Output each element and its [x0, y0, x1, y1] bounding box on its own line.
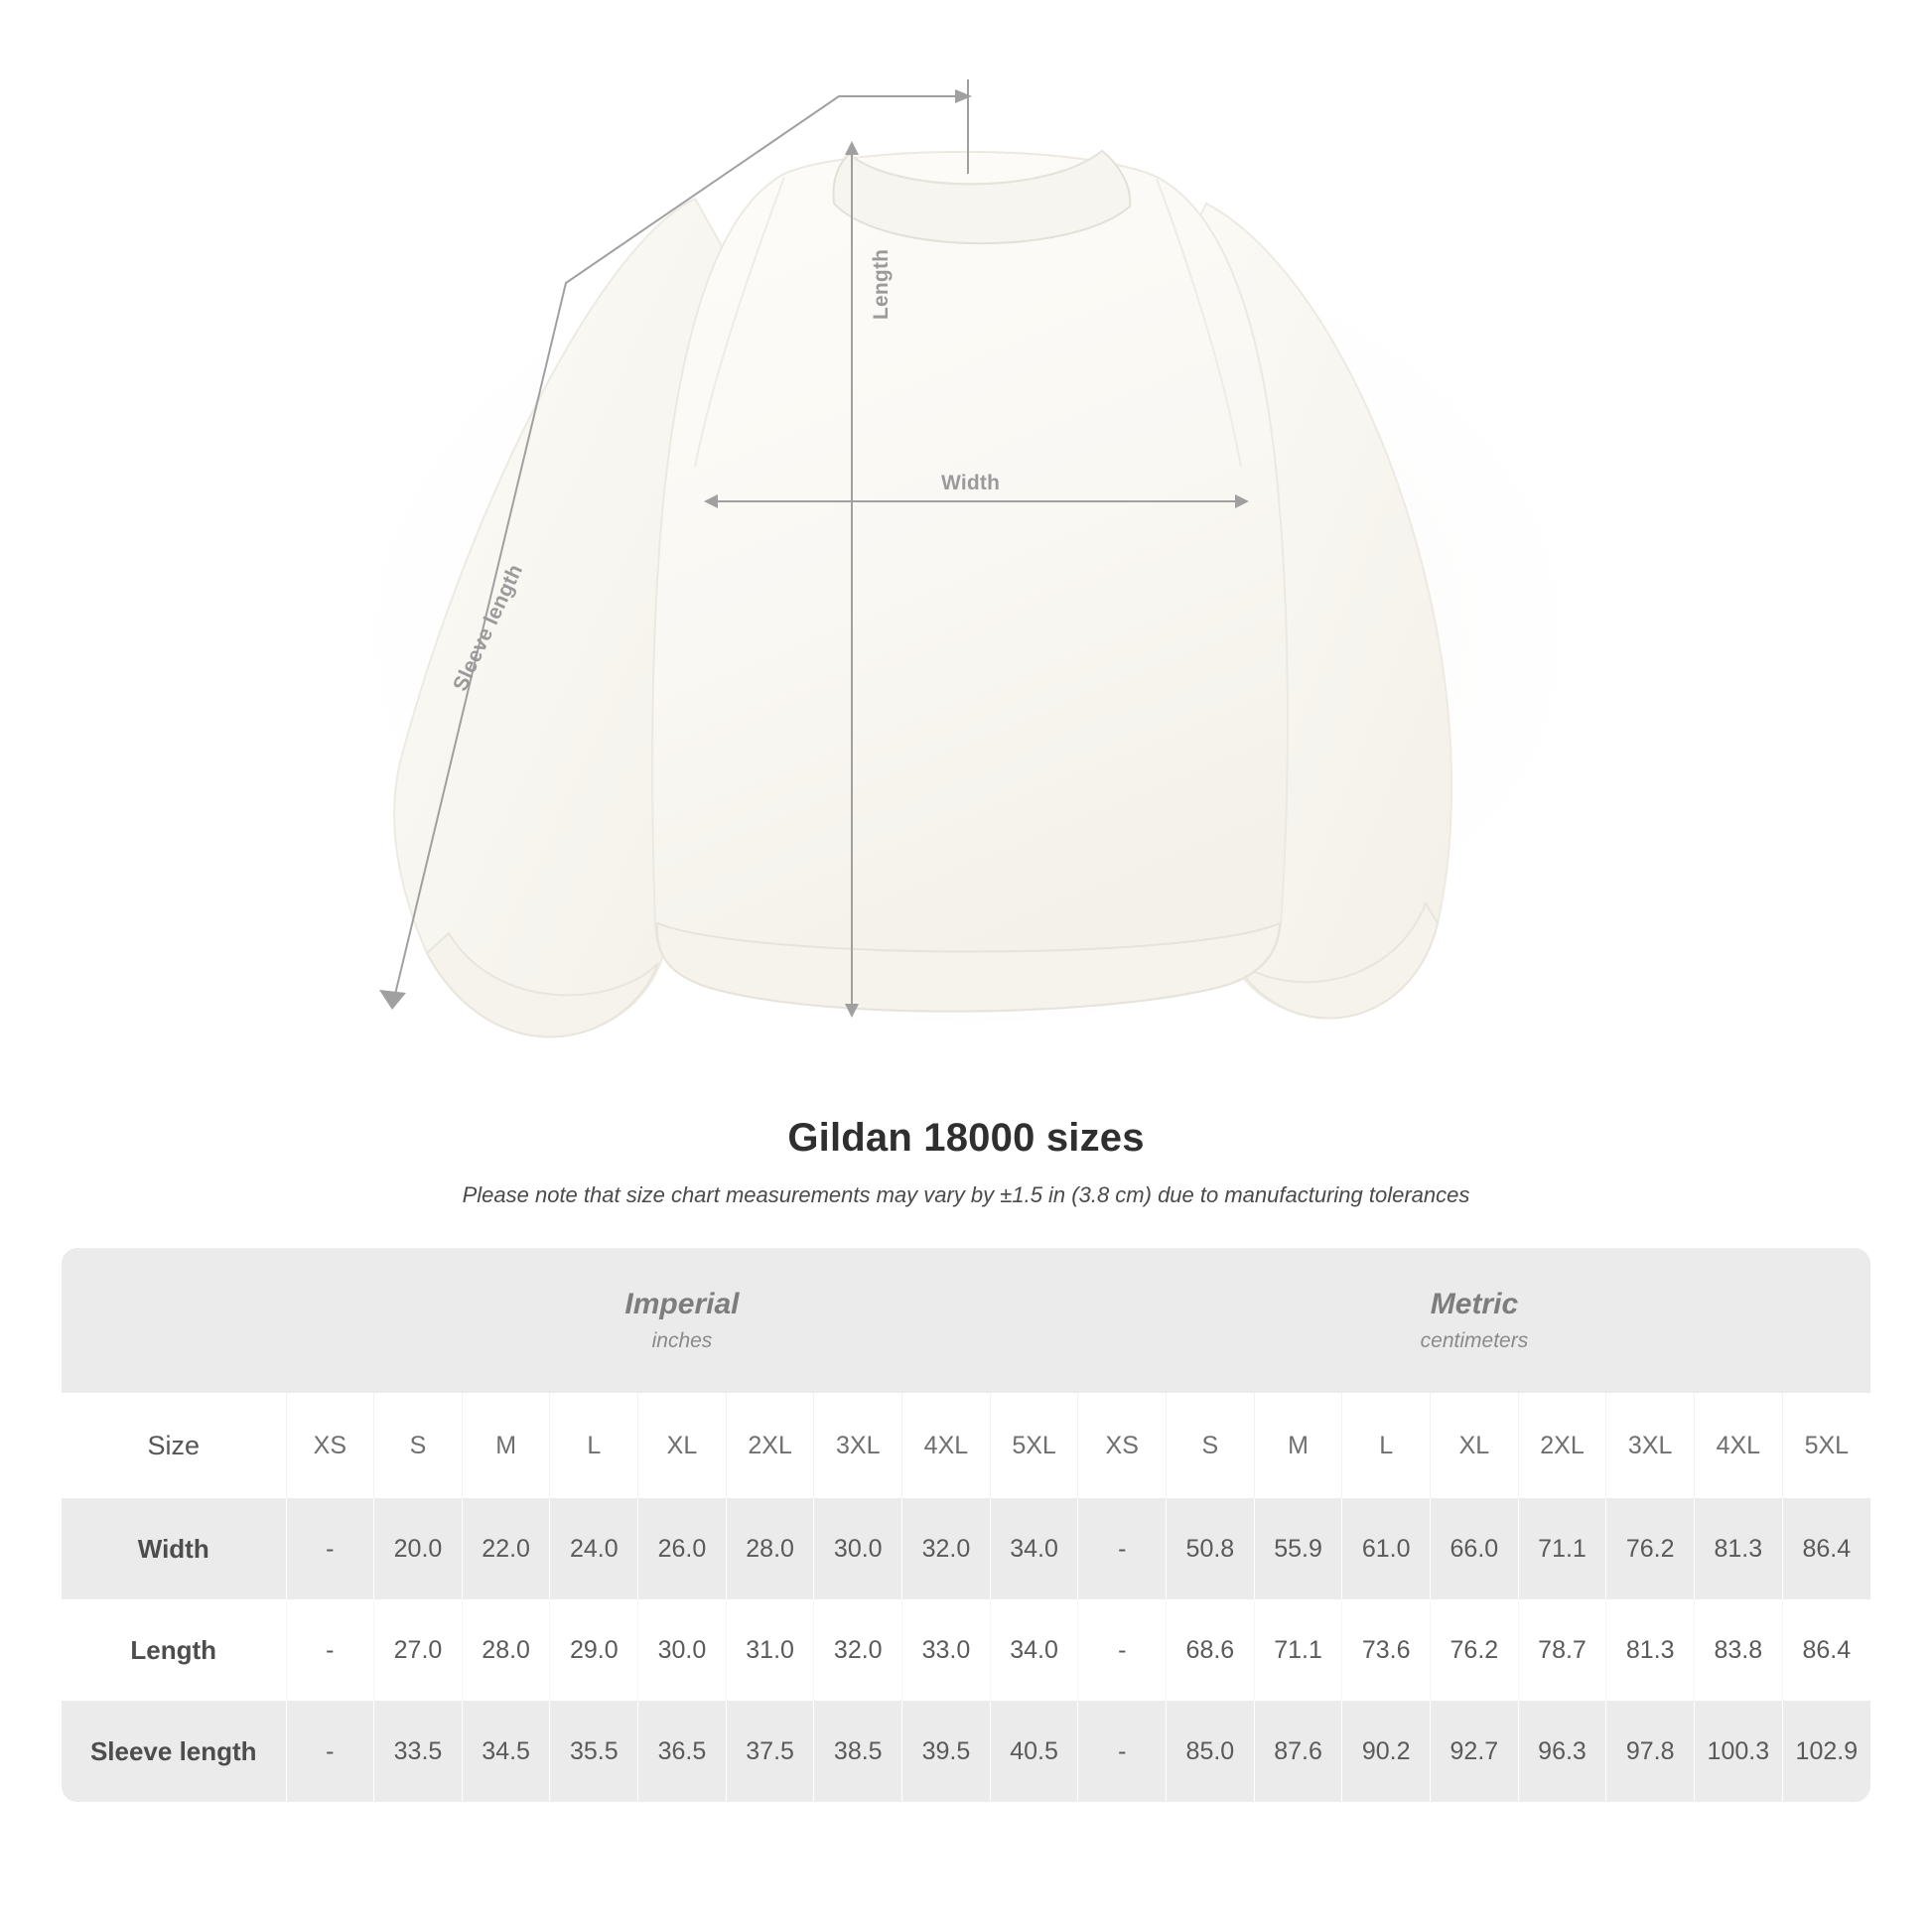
size-cell: S: [374, 1393, 463, 1498]
size-cell: 5XL: [1782, 1393, 1870, 1498]
size-cell: 2XL: [726, 1393, 814, 1498]
row-label: Width: [62, 1498, 286, 1599]
unit-header-metric: [1078, 1248, 1870, 1393]
size-cell: S: [1167, 1393, 1255, 1498]
table-cell: 24.0: [550, 1498, 638, 1599]
table-cell: 68.6: [1167, 1599, 1255, 1701]
size-header-row: [62, 1393, 1870, 1498]
table-cell: 20.0: [374, 1498, 463, 1599]
table-cell: 81.3: [1695, 1498, 1783, 1599]
table-cell: -: [286, 1599, 374, 1701]
table-cell: 71.1: [1254, 1599, 1342, 1701]
table-cell: 96.3: [1518, 1701, 1606, 1802]
table-cell: 87.6: [1254, 1701, 1342, 1802]
table-cell: 27.0: [374, 1599, 463, 1701]
table-cell: 28.0: [462, 1599, 550, 1701]
table-cell: 66.0: [1431, 1498, 1519, 1599]
table-cell: 31.0: [726, 1599, 814, 1701]
table-cell: 86.4: [1782, 1599, 1870, 1701]
table-cell: 38.5: [814, 1701, 902, 1802]
table-cell: 32.0: [902, 1498, 991, 1599]
table-cell: -: [286, 1701, 374, 1802]
unit-header-imperial: [286, 1248, 1078, 1393]
table-cell: 30.0: [638, 1599, 727, 1701]
size-cell: XL: [638, 1393, 727, 1498]
size-cell: 4XL: [902, 1393, 991, 1498]
table-cell: 34.0: [990, 1498, 1078, 1599]
table-cell: 86.4: [1782, 1498, 1870, 1599]
width-label: Width: [941, 472, 1001, 494]
size-cell: M: [1254, 1393, 1342, 1498]
table-cell: 78.7: [1518, 1599, 1606, 1701]
size-table-wrapper: [62, 1248, 1870, 1802]
table-cell: 83.8: [1695, 1599, 1783, 1701]
table-cell: 22.0: [462, 1498, 550, 1599]
table-cell: 34.5: [462, 1701, 550, 1802]
size-cell: 4XL: [1695, 1393, 1783, 1498]
table-cell: 30.0: [814, 1498, 902, 1599]
table-cell: 35.5: [550, 1701, 638, 1802]
table-cell: 61.0: [1342, 1498, 1431, 1599]
table-cell: -: [1078, 1701, 1167, 1802]
length-label: Length: [870, 248, 893, 320]
table-cell: 29.0: [550, 1599, 638, 1701]
table-cell: 71.1: [1518, 1498, 1606, 1599]
table-row: [62, 1701, 1870, 1802]
size-cell: 3XL: [1606, 1393, 1695, 1498]
table-cell: 102.9: [1782, 1701, 1870, 1802]
table-cell: 50.8: [1167, 1498, 1255, 1599]
heading-block: [0, 1116, 1932, 1208]
table-cell: 26.0: [638, 1498, 727, 1599]
table-cell: 97.8: [1606, 1701, 1695, 1802]
table-cell: 90.2: [1342, 1701, 1431, 1802]
size-header-cell: Size: [62, 1393, 286, 1498]
row-label: Length: [130, 1634, 217, 1665]
table-cell: 55.9: [1254, 1498, 1342, 1599]
table-cell: 32.0: [814, 1599, 902, 1701]
size-cell: L: [1342, 1393, 1431, 1498]
table-cell: 39.5: [902, 1701, 991, 1802]
table-cell: 92.7: [1431, 1701, 1519, 1802]
table-cell: 37.5: [726, 1701, 814, 1802]
table-cell: 85.0: [1167, 1701, 1255, 1802]
sleeve-length-label: Sleeve length: [449, 560, 528, 695]
size-cell: 5XL: [990, 1393, 1078, 1498]
tolerance-note: Please note that size chart measurements may vary by ±1.5 in (3.8 cm) due to manufacturing tolerances: [462, 1182, 1470, 1207]
table-cell: -: [1078, 1599, 1167, 1701]
metric-sub-label: centimeters: [1420, 1329, 1529, 1352]
table-cell: -: [286, 1498, 374, 1599]
table-cell: 40.5: [990, 1701, 1078, 1802]
table-cell: -: [1078, 1498, 1167, 1599]
table-row: [62, 1599, 1870, 1701]
table-cell: 33.5: [374, 1701, 463, 1802]
imperial-sub-label: inches: [651, 1329, 713, 1352]
size-cell: 2XL: [1518, 1393, 1606, 1498]
table-cell: 73.6: [1342, 1599, 1431, 1701]
table-cell: 100.3: [1695, 1701, 1783, 1802]
table-cell: 34.0: [990, 1599, 1078, 1701]
size-cell: XL: [1431, 1393, 1519, 1498]
unit-header-spacer: [62, 1248, 286, 1393]
table-row: [62, 1498, 1870, 1599]
size-table: [62, 1248, 1870, 1802]
table-cell: 76.2: [1606, 1498, 1695, 1599]
page-title: Gildan 18000 sizes: [787, 1116, 1145, 1160]
row-label: Sleeve length: [62, 1701, 286, 1802]
size-cell: M: [462, 1393, 550, 1498]
size-cell: 3XL: [814, 1393, 902, 1498]
imperial-label: Imperial: [624, 1288, 740, 1320]
table-cell: 28.0: [726, 1498, 814, 1599]
table-cell: 81.3: [1606, 1599, 1695, 1701]
metric-label: Metric: [1430, 1288, 1519, 1320]
unit-header-row: [62, 1248, 1870, 1393]
size-cell: L: [550, 1393, 638, 1498]
table-cell: 33.0: [902, 1599, 991, 1701]
size-cell: XS: [1078, 1393, 1167, 1498]
size-cell: XS: [286, 1393, 374, 1498]
table-cell: 36.5: [638, 1701, 727, 1802]
table-cell: 76.2: [1431, 1599, 1519, 1701]
